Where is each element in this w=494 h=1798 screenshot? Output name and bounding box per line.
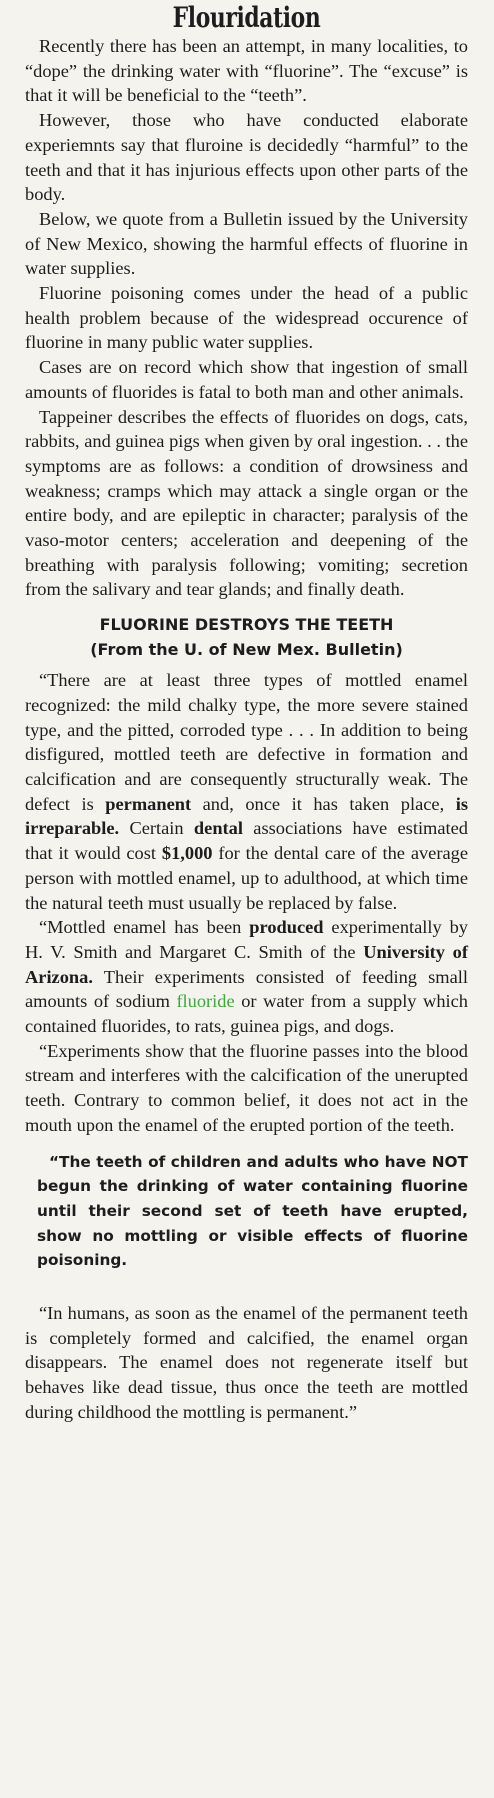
quote1-text-c: and, once it has taken place, <box>191 793 456 814</box>
quote-paragraph-4: “In humans, as soon as the enamel of the permanent teeth is completely formed and calcified, the enamel organ disappears. The enamel does not regenerate itself but behaves like dead tissue, thus once the teeth are mottled during childhood the mottling is permanent.” <box>25 1303 468 1422</box>
quote2-text-e: or water from a supply which contained fluorides, to rats, guinea pigs, and dogs. <box>25 991 468 1037</box>
intro-paragraph-3: Below, we quote from a Bulletin issued by the University of New Mexico, showing the harmful effects of fluorine in water supplies. <box>25 208 468 279</box>
intro-paragraph-4: Fluorine poisoning comes under the head of a public health problem because of the widespread occurence of fluorine in many public water supplies. <box>25 283 468 353</box>
quote2-bold-university: University of Arizona. <box>25 941 468 987</box>
intro-paragraph-2: However, those who have conducted elaborate experiemnts say that fluroine is decidedly “harmful” to the teeth and that it has injurious effects upon other parts of the body. <box>25 110 468 205</box>
quote1-text-d: Certain <box>119 818 194 839</box>
section-subheading: (From the U. of New Mex. Bulletin) <box>90 640 403 660</box>
quote1-text-e: associations have estimated that it would cost <box>25 818 468 864</box>
quote2-text-d: Their experiments consisted of feeding small amounts of sodium <box>25 966 468 1012</box>
quote-paragraph-1 <box>25 668 468 915</box>
highlighted-word-fluoride: fluoride <box>176 991 235 1012</box>
quote1-text-f: for the dental care of the average person with mottled enamel, up to adulthood, at which time the natural teeth must usually be replaced by false. <box>25 843 468 913</box>
quote1-text-a: “There are at least three types of mottled enamel recognized: the mild chalky type, the more severe stained type, and the pitted, corroded type . . . In addition to being disfigured, mottled teeth are defective in formation and calcification and are consequently structurally weak. The defect is <box>25 670 468 814</box>
intro-paragraph-1: Recently there has been an attempt, in many localities, to “dope” the drinking water with “fluorine”. The “excuse” is that it will be beneficial to the “teeth”. <box>25 36 468 106</box>
quote2-text-a: “Mottled enamel has been <box>39 917 250 938</box>
quote2-text-c: experimentally by H. V. Smith and Margaret C. Smith of the <box>25 917 468 962</box>
quote1-bold-irreparable: is irreparable. <box>25 793 468 839</box>
quote1-bold-dental: dental <box>193 818 243 839</box>
bold-callout: “The teeth of children and adults who have NOT begun the drinking of water containing fluorine until their second set of teeth have erupted, show no mottling or visible effects of fluorine poisoning. <box>37 1152 468 1270</box>
quote-paragraph-2 <box>25 915 468 1039</box>
quote2-bold-produced: produced <box>249 917 324 938</box>
intro-paragraph-5: Cases are on record which show that ingestion of small amounts of fluorides is fatal to both man and other animals. <box>25 357 468 402</box>
quote-paragraph-3: “Experiments show that the fluorine passes into the blood stream and interferes with the calcification of the unerupted teeth. Contrary to common belief, it does not act in the mouth upon the enamel of the erupted portion of the teeth. <box>25 1040 468 1135</box>
quote1-bold-cost: $1,000 <box>161 843 213 864</box>
intro-paragraph-6: Tappeiner describes the effects of fluorides on dogs, cats, rabbits, and guinea pigs when given by oral ingestion. . . the symptoms are as follows: a condition of drowsiness and weakness; cramps which may attack a single organ or the entire body, and are epileptic in character; paralysis of the vaso-motor centers; acceleration and deepening of the breathing with paralysis following; vomiting; secretion from the salivary and tear glands; and finally death. <box>25 406 468 600</box>
section-heading: FLUORINE DESTROYS THE TEETH <box>99 615 394 635</box>
quote1-bold-permanent: permanent <box>105 793 192 814</box>
article-title: Flouridation <box>172 1 321 34</box>
